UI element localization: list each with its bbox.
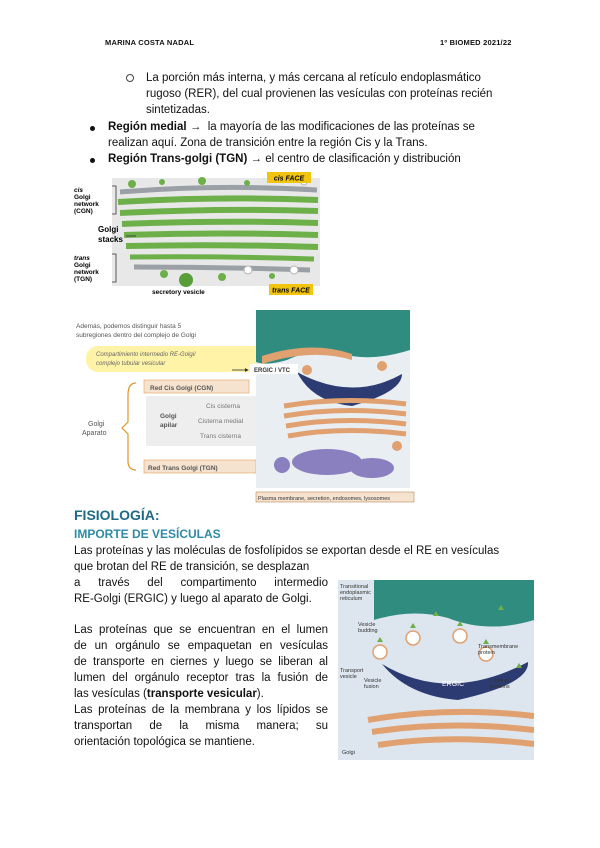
er-label-2: endoplasmic: [340, 590, 371, 596]
golgi-stack-figure: [72, 170, 322, 298]
yellow-text-1: Compartimiento intermedio RE-Golgi/: [96, 352, 196, 358]
svg-text:cis: cis: [74, 187, 84, 194]
trans-text: el centro de clasificación y distribución: [265, 153, 461, 165]
fusion-label-2: fusion: [364, 684, 379, 690]
apilar-label-2: apilar: [160, 422, 178, 429]
svg-text:stacks: stacks: [98, 235, 123, 244]
p2-line3: de transporte en ciernes y luego se liberan al: [74, 656, 328, 668]
svg-text:(CGN): (CGN): [74, 208, 93, 215]
p1-line3: a través del compartimento intermedio: [74, 577, 328, 589]
tgn-label: [74, 255, 99, 283]
golgi-subregions-figure: [72, 310, 417, 505]
golgi-label: Golgi: [342, 750, 355, 756]
bullet-medial-line2: realizan aquí. Zona de transición entre la región Cis y la Trans.: [108, 137, 428, 149]
cgn-label: [74, 187, 99, 215]
luminal-label-1: Luminal: [490, 678, 510, 684]
p2-line1: Las proteínas que se encuentran en el lumen: [74, 624, 328, 636]
svg-text:Golgi: Golgi: [74, 194, 91, 201]
header-course: 1º BIOMED 2021/22: [440, 38, 512, 47]
yellow-text-2: complejo tubular vesicular: [96, 361, 166, 367]
transport-vesicle-label-1: Transport: [340, 668, 364, 674]
aparato-label-2: Aparato: [82, 430, 107, 437]
p1-line2: que brotan del RE de transición, se desplazan: [74, 561, 310, 573]
budding-label-2: budding: [358, 628, 378, 634]
header-author: MARINA COSTA NADAL: [105, 38, 195, 47]
p2-line2: de un orgánulo se empaquetan en vesículas: [74, 640, 328, 652]
plasma-label: Plasma membrane, secretion, endosomes, lysosomes: [258, 496, 391, 502]
p2-line5: las vesículas (transporte vesicular).: [74, 688, 264, 700]
p1-line1: Las proteínas y las moléculas de fosfolípidos se exportan desde el RE en vesículas: [74, 545, 500, 557]
svg-text:Golgi: Golgi: [98, 225, 119, 234]
medial-cisterna-label: Cisterna medial: [198, 418, 244, 425]
p3-line1: Las proteínas de la membrana y los lípidos se: [74, 704, 328, 716]
trans-term: Región Trans-golgi (TGN): [108, 153, 248, 165]
transmembrane-label-1: Transmembrane: [478, 644, 519, 650]
section-subtitle: IMPORTE DE VESÍCULAS: [74, 527, 221, 541]
medial-term: Región medial: [108, 121, 187, 133]
bullet-trans: [108, 151, 461, 167]
medial-text: la mayoría de las modificaciones de las proteínas se: [207, 121, 475, 133]
aparato-brace: [122, 383, 136, 470]
luminal-label-2: proteins: [490, 684, 510, 690]
sub-bullet-line1: La porción más interna, y más cercana al retículo endoplasmático: [146, 72, 481, 84]
scheme-intro-2: subregiones dentro del complejo de Golgi: [76, 332, 196, 339]
svg-text:Golgi: Golgi: [74, 262, 91, 269]
trans-face-label: trans FACE: [272, 287, 310, 295]
transport-vesicle-label-2: vesicle: [340, 674, 357, 680]
ergic-yellow-box: [86, 346, 266, 372]
golgi-er-illustration: [232, 310, 410, 488]
bullet-medial: [108, 119, 475, 135]
arrow-icon: →: [189, 121, 202, 133]
aparato-label-1: Golgi: [88, 421, 105, 428]
arrow-icon: →: [250, 153, 262, 165]
svg-text:trans: trans: [74, 255, 90, 262]
svg-text:network: network: [74, 269, 99, 276]
trans-cisterna-label: Trans cisterna: [200, 433, 241, 440]
er-label-1: Transitional: [340, 584, 369, 590]
p2-line4: lumen del orgánulo receptor tras la fusión de: [74, 672, 328, 684]
cis-cisterna-label: Cis cisterna: [206, 403, 240, 410]
red-trans-label: Red Trans Golgi (TGN): [148, 465, 218, 472]
red-cis-label: Red Cis Golgi (CGN): [150, 385, 214, 392]
transmembrane-label-2: protein: [478, 650, 495, 656]
p1-line4: RE-Golgi (ERGIC) y luego al aparato de Golgi.: [74, 593, 312, 605]
secretory-vesicle-label: secretory vesicle: [152, 289, 205, 296]
ergic-vtc-label: ERGIC / VTC: [254, 368, 291, 374]
svg-text:network: network: [74, 201, 99, 208]
fusion-label-1: Vesicle: [364, 678, 382, 684]
p3-line2: transportan de la misma manera; su: [74, 720, 328, 732]
p3-line3: orientación topológica se mantiene.: [74, 736, 255, 748]
ergic-label: ERGIC: [442, 681, 465, 688]
svg-text:(TGN): (TGN): [74, 276, 93, 283]
er-label-3: reticulum: [340, 596, 363, 602]
sub-bullet-line2: rugoso (RER), del cual provienen las vesículas con proteínas recién: [146, 88, 493, 100]
apilar-label-1: Golgi: [160, 413, 177, 420]
sub-bullet-line3: sintetizadas.: [146, 104, 210, 116]
ergic-transport-figure: [338, 580, 534, 760]
bullet-dot: [90, 126, 95, 131]
budding-label-1: Vesicle: [358, 622, 376, 628]
cis-face-label: cis FACE: [273, 175, 305, 183]
transporte-vesicular-term: transporte vesicular: [146, 688, 257, 700]
scheme-intro-1: Además, podemos distinguir hasta 5: [76, 323, 182, 330]
section-title: FISIOLOGÍA:: [74, 507, 160, 523]
bullet-dot: [90, 158, 95, 163]
sub-bullet-circle: [126, 74, 134, 82]
